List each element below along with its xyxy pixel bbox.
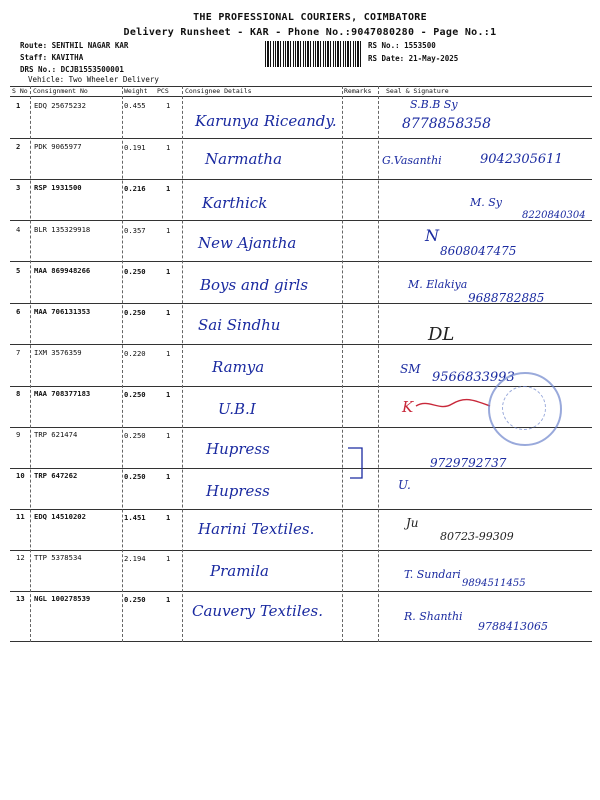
row-sno: 4 (16, 225, 21, 234)
consignment-no: MAA 708377183 (34, 389, 91, 398)
consignee-name: Karthick (202, 194, 268, 212)
row-sno: 7 (16, 348, 21, 357)
consignee-name: Narmatha (205, 150, 283, 168)
signature-phone: 9566833993 (432, 370, 515, 385)
weight: 0.250 (124, 267, 146, 276)
rs-date: RS Date: 21-May-2025 (368, 54, 459, 63)
signature-name: N (425, 226, 439, 245)
consignee-name: New Ajantha (198, 234, 297, 252)
signature-phone: 9729792737 (430, 456, 507, 470)
weight: 0.216 (124, 184, 146, 193)
bracket-mark-icon (344, 446, 368, 482)
header-seal-signature: Seal & Signature (386, 87, 449, 95)
consignee-name: Pramila (210, 562, 269, 580)
row-sno: 3 (16, 183, 21, 192)
consignment-no: MAA 706131353 (34, 307, 91, 316)
row-sno: 10 (16, 471, 25, 480)
consignee-name: Boys and girls (200, 276, 309, 294)
row-sno: 8 (16, 389, 21, 398)
weight: 0.191 (124, 143, 146, 152)
signature-name: R. Shanthi (404, 610, 463, 623)
pcs: 1 (166, 184, 171, 193)
header-sno: S No (12, 87, 28, 95)
pcs: 1 (166, 554, 171, 563)
header-consignee-details: Consignee Details (185, 87, 252, 95)
company-title: THE PROFESSIONAL COURIERS, COIMBATORE (193, 12, 427, 23)
signature-name: S.B.B Sy (410, 98, 458, 111)
signature-name: T. Sundari (404, 568, 461, 581)
row-sno: 5 (16, 266, 21, 275)
signature-name: DL (428, 324, 455, 345)
consignee-name: Ramya (212, 358, 265, 376)
row-divider (10, 550, 592, 551)
row-divider (10, 344, 592, 345)
signature-phone: 8778858358 (402, 116, 492, 132)
weight: 0.250 (124, 595, 146, 604)
row-divider (10, 509, 592, 510)
consignee-name: Hupress (206, 440, 270, 458)
header-divider (10, 96, 592, 97)
weight: 0.250 (124, 472, 146, 481)
consignment-no: EDQ 25675232 (34, 101, 86, 110)
row-sno: 1 (16, 101, 21, 110)
pcs: 1 (166, 226, 171, 235)
consignment-no: MAA 869948266 (34, 266, 91, 275)
header-remarks: Remarks (344, 87, 372, 95)
row-divider (10, 138, 592, 139)
consignee-name: Karunya Riceandy. (195, 112, 337, 130)
consignee-name: Harini Textiles. (198, 520, 315, 538)
signature-phone: 8608047475 (440, 244, 517, 258)
pcs: 1 (166, 513, 171, 522)
weight: 1.451 (124, 513, 146, 522)
consignment-no: NGL 100278539 (34, 594, 91, 603)
pcs: 1 (166, 472, 171, 481)
weight: 0.250 (124, 308, 146, 317)
rs-number: RS No.: 1553500 (368, 41, 436, 50)
pcs: 1 (166, 431, 171, 440)
consignment-no: IXM 3576359 (34, 348, 82, 357)
signature-phone: 9688782885 (468, 291, 545, 305)
header-consignment-no: Consignment No (33, 87, 88, 95)
barcode-icon (265, 41, 361, 67)
row-sno: 6 (16, 307, 21, 316)
seal-stamp-icon (488, 372, 562, 446)
weight: 0.220 (124, 349, 146, 358)
vehicle-label: Vehicle: Two Wheeler Delivery (28, 75, 159, 84)
row-sno: 11 (16, 512, 25, 521)
weight: 2.194 (124, 554, 146, 563)
pcs: 1 (166, 308, 171, 317)
signature-name: M. Sy (470, 196, 503, 209)
staff-label: Staff: KAVITHA (20, 53, 84, 62)
signature-phone: 9788413065 (478, 620, 548, 633)
consignment-no: TTP 5378534 (34, 553, 82, 562)
header-weight: Weight (124, 87, 148, 95)
consignee-name: Sai Sindhu (198, 316, 281, 334)
signature-name: M. Elakiya (408, 278, 468, 291)
consignment-no: TRP 621474 (34, 430, 78, 439)
column-divider (30, 86, 31, 642)
pcs: 1 (166, 101, 171, 110)
row-sno: 12 (16, 553, 25, 562)
signature-name: K (402, 398, 414, 416)
row-sno: 13 (16, 594, 25, 603)
pcs: 1 (166, 267, 171, 276)
weight: 0.250 (124, 431, 146, 440)
pcs: 1 (166, 390, 171, 399)
consignment-no: TRP 647262 (34, 471, 78, 480)
column-divider (342, 86, 343, 642)
pcs: 1 (166, 143, 171, 152)
signature-phone: 8220840304 (522, 210, 586, 221)
signature-name: G.Vasanthi (382, 154, 442, 167)
route-label: Route: SENTHIL NAGAR KAR (20, 41, 129, 50)
runsheet-table (10, 86, 592, 642)
consignment-no: EDQ 14510202 (34, 512, 86, 521)
consignee-name: Cauvery Textiles. (192, 602, 323, 620)
signature-phone: 80723-99309 (440, 530, 514, 543)
signature-scribble-icon (414, 394, 494, 414)
header-pcs: PCS (157, 87, 169, 95)
weight: 0.455 (124, 101, 146, 110)
column-divider (122, 86, 123, 642)
consignment-no: PDK 9065977 (34, 142, 82, 151)
weight: 0.357 (124, 226, 146, 235)
consignee-name: Hupress (206, 482, 270, 500)
row-sno: 2 (16, 142, 21, 151)
row-divider (10, 591, 592, 592)
signature-phone: 9042305611 (480, 152, 563, 167)
runsheet-subtitle: Delivery Runsheet - KAR - Phone No.:9047080280 - Page No.:1 (123, 27, 497, 38)
column-divider (182, 86, 183, 642)
drs-number: DRS No.: DCJB1553500001 (20, 65, 124, 74)
seal-stamp-inner (502, 386, 546, 430)
pcs: 1 (166, 595, 171, 604)
table-top-border (10, 86, 592, 87)
row-divider (10, 261, 592, 262)
column-divider (378, 86, 379, 642)
signature-phone: 9894511455 (462, 578, 526, 589)
consignment-no: RSP 1931500 (34, 183, 82, 192)
signature-name: SM (400, 362, 421, 376)
consignment-no: BLR 135329918 (34, 225, 91, 234)
pcs: 1 (166, 349, 171, 358)
table-bottom-border (10, 641, 592, 642)
signature-name: Ju (406, 516, 419, 530)
row-divider (10, 220, 592, 221)
signature-name: U. (398, 478, 411, 492)
row-sno: 9 (16, 430, 21, 439)
consignee-name: U.B.I (218, 400, 256, 418)
row-divider (10, 179, 592, 180)
weight: 0.250 (124, 390, 146, 399)
